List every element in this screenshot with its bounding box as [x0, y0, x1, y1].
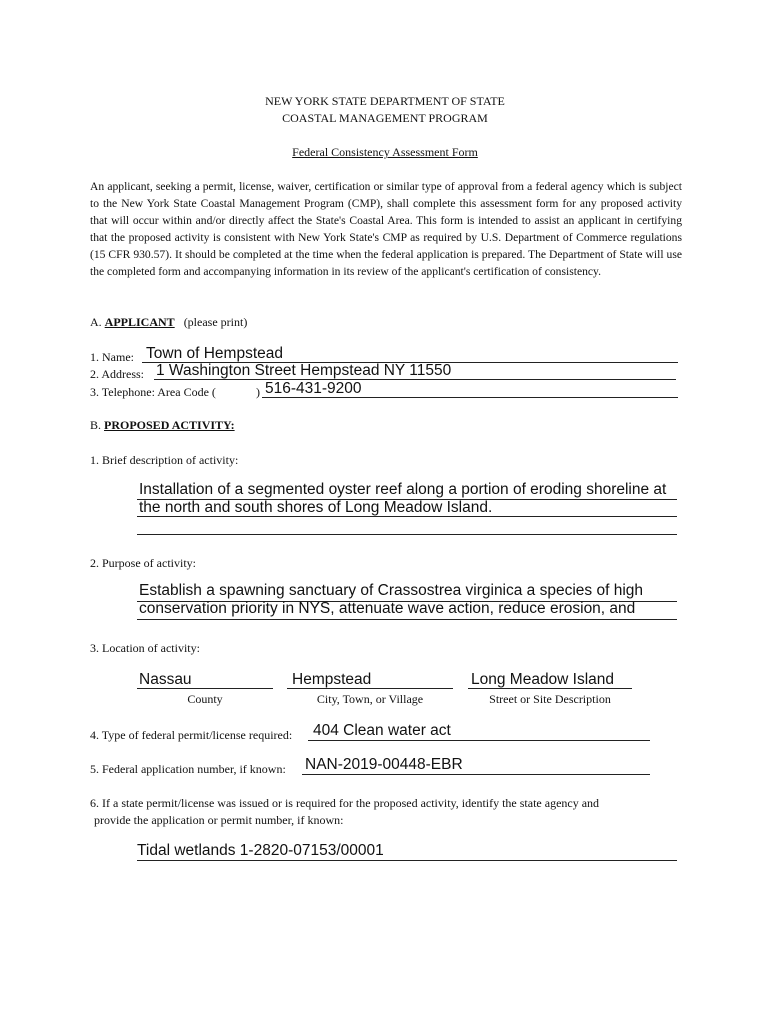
section-b-prefix: B. [90, 418, 102, 432]
section-a-prefix: A. [90, 315, 102, 329]
q6-line [137, 860, 677, 861]
site-field[interactable]: Long Meadow Island [471, 671, 615, 688]
q6-label-line-1: 6. If a state permit/license was issued or is required for the proposed activity, identify the state agency and [90, 796, 600, 810]
q2-text-line-1[interactable]: Establish a spawning sanctuary of Crassostrea virginica a species of high [139, 582, 644, 599]
intro-paragraph: An applicant, seeking a permit, license, waiver, certification or similar type of approval from a federal agency which is subject to the New York State Coastal Management Program (CMP), shall complete this assessment form for any proposed activity that will occur within and/or directly affect the State's Coastal Area. This form is intended to assist an applicant in certifying that the proposed activity is consistent with New York State's CMP as required by U.S. Department of Commerce regulations (15 CFR 930.57). It should be completed at the time when the federal application is prepared. The Department of State will use the completed form and accompanying information in its review of the applicant's certification of consistency. [90, 180, 682, 279]
q1-text-line-2[interactable]: the north and south shores of Long Meadow Island. [139, 499, 493, 516]
q6-label-line-2: provide the application or permit number, if known: [94, 813, 344, 827]
q6-field[interactable]: Tidal wetlands 1-2820-07153/00001 [137, 842, 384, 859]
name-field[interactable]: Town of Hempstead [146, 345, 283, 362]
city-label: City, Town, or Village [316, 692, 424, 706]
section-b-heading [90, 418, 235, 433]
section-b-title: PROPOSED ACTIVITY: [104, 418, 235, 432]
address-label: 2. Address: [90, 367, 144, 381]
q4-line [308, 740, 650, 741]
q4-field[interactable]: 404 Clean water act [313, 722, 451, 739]
q1-text-line-1[interactable]: Installation of a segmented oyster reef along a portion of eroding shoreline at [139, 481, 667, 498]
header-line-1: NEW YORK STATE DEPARTMENT OF STATE [265, 94, 505, 108]
telephone-label: 3. Telephone: Area Code ( [90, 385, 216, 399]
section-a-heading [90, 315, 247, 330]
telephone-field[interactable]: 516-431-9200 [265, 380, 362, 397]
header-line-2: COASTAL MANAGEMENT PROGRAM [282, 111, 488, 125]
q1-line-3 [137, 534, 677, 535]
q5-line [302, 774, 650, 775]
telephone-paren: ) [256, 385, 260, 399]
section-a-note: (please print) [183, 315, 248, 329]
q5-label: 5. Federal application number, if known: [90, 762, 286, 776]
q3-label: 3. Location of activity: [90, 641, 200, 655]
county-field[interactable]: Nassau [139, 671, 192, 688]
q2-label: 2. Purpose of activity: [90, 556, 196, 570]
q1-label: 1. Brief description of activity: [90, 453, 239, 467]
site-label: Street or Site Description [489, 692, 611, 706]
q2-line-2 [137, 619, 677, 620]
section-a-title: APPLICANT [104, 315, 175, 329]
q5-field[interactable]: NAN-2019-00448-EBR [305, 756, 463, 773]
city-field[interactable]: Hempstead [292, 671, 372, 688]
q2-text-line-2[interactable]: conservation priority in NYS, attenuate wave action, reduce erosion, and [139, 600, 636, 617]
q4-label: 4. Type of federal permit/license required: [90, 728, 293, 742]
county-label: County [187, 692, 223, 706]
form-title: Federal Consistency Assessment Form [292, 145, 478, 159]
name-label: 1. Name: [90, 350, 134, 364]
address-field[interactable]: 1 Washington Street Hempstead NY 11550 [156, 362, 452, 379]
